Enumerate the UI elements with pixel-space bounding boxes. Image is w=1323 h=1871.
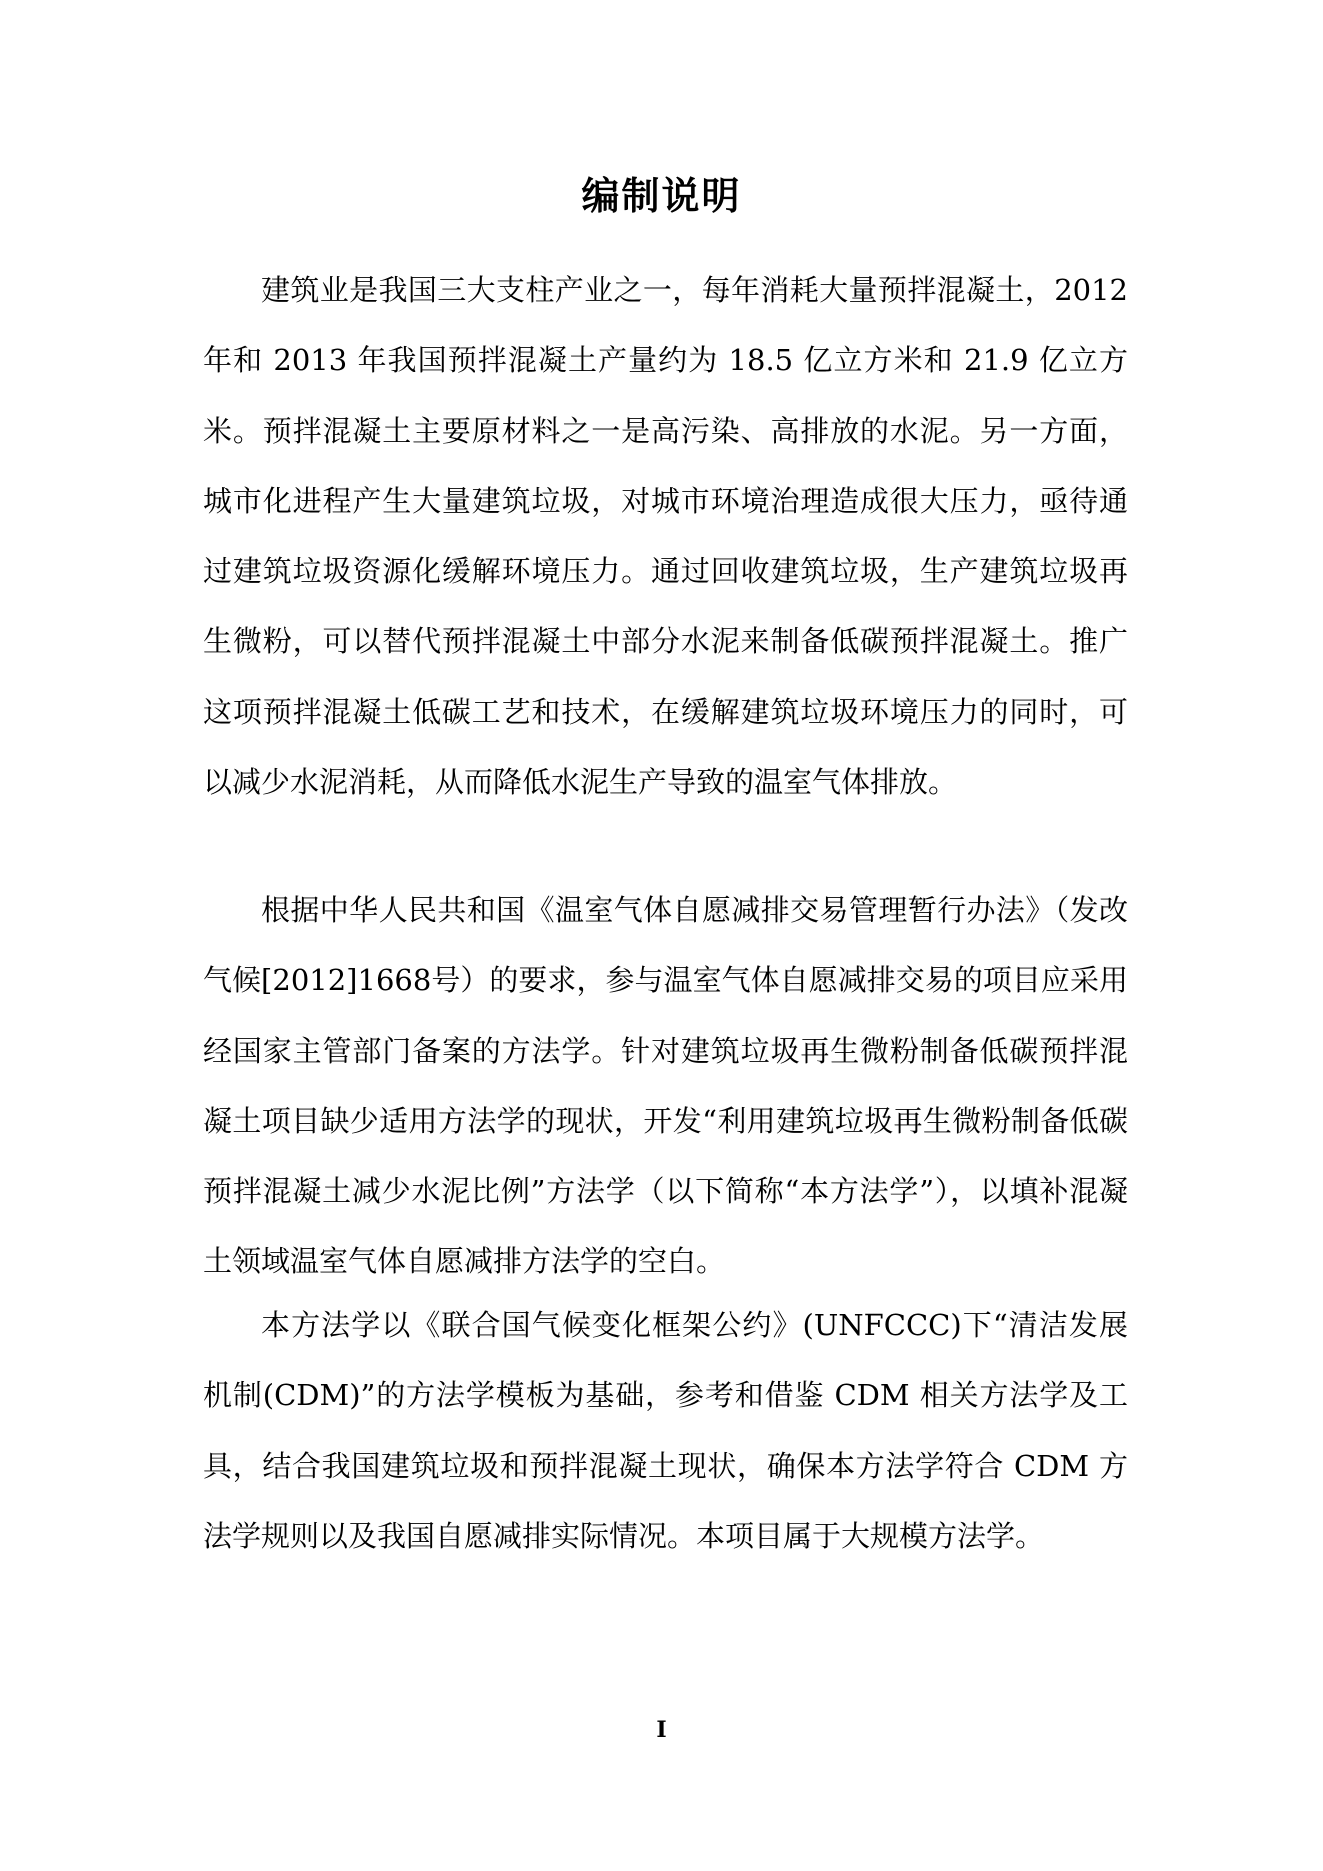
document-title: 编制说明: [581, 173, 742, 218]
paragraph-intro: 建筑业是我国三大支柱产业之一，每年消耗大量预拌混凝土，2012 年和 2013 年我国预拌混凝土产量约为 18.5 亿立方米和 21.9 亿立方米。预拌混凝土主要原材料之一是高污染、高排放的水泥。另一方面，城市化进程产生大量建筑垃圾，对城市环境治理造成很大压力，亟待通过建筑垃圾资源化缓解环境压力。通过回收建筑垃圾，生产建筑垃圾再生微粉，可以替代预拌混凝土中部分水泥来制备低碳预拌混凝土。推广这项预拌混凝土低碳工艺和技术，在缓解建筑垃圾环境压力的同时，可以减少水泥消耗，从而降低水泥生产导致的温室气体排放。: [203, 273, 1128, 800]
paragraph-methodology: 本方法学以《联合国气候变化框架公约》(UNFCCC)下“清洁发展机制(CDM)”的方法学模板为基础，参考和借鉴 CDM 相关方法学及工具，结合我国建筑垃圾和预拌混凝土现状，确保本方法学符合 CDM 方法学规则以及我国自愿减排实际情况。本项目属于大规模方法学。: [203, 1308, 1128, 1553]
page-number: I: [656, 1717, 667, 1743]
paragraph-basis: 根据中华人民共和国《温室气体自愿减排交易管理暂行办法》（发改气候[2012]1668号）的要求，参与温室气体自愿减排交易的项目应采用经国家主管部门备案的方法学。针对建筑垃圾再生微粉制备低碳预拌混凝土项目缺少适用方法学的现状，开发“利用建筑垃圾再生微粉制备低碳预拌混凝土减少水泥比例”方法学（以下简称“本方法学”），以填补混凝土领域温室气体自愿减排方法学的空白。: [203, 893, 1128, 1279]
document-body: [203, 255, 1128, 1635]
